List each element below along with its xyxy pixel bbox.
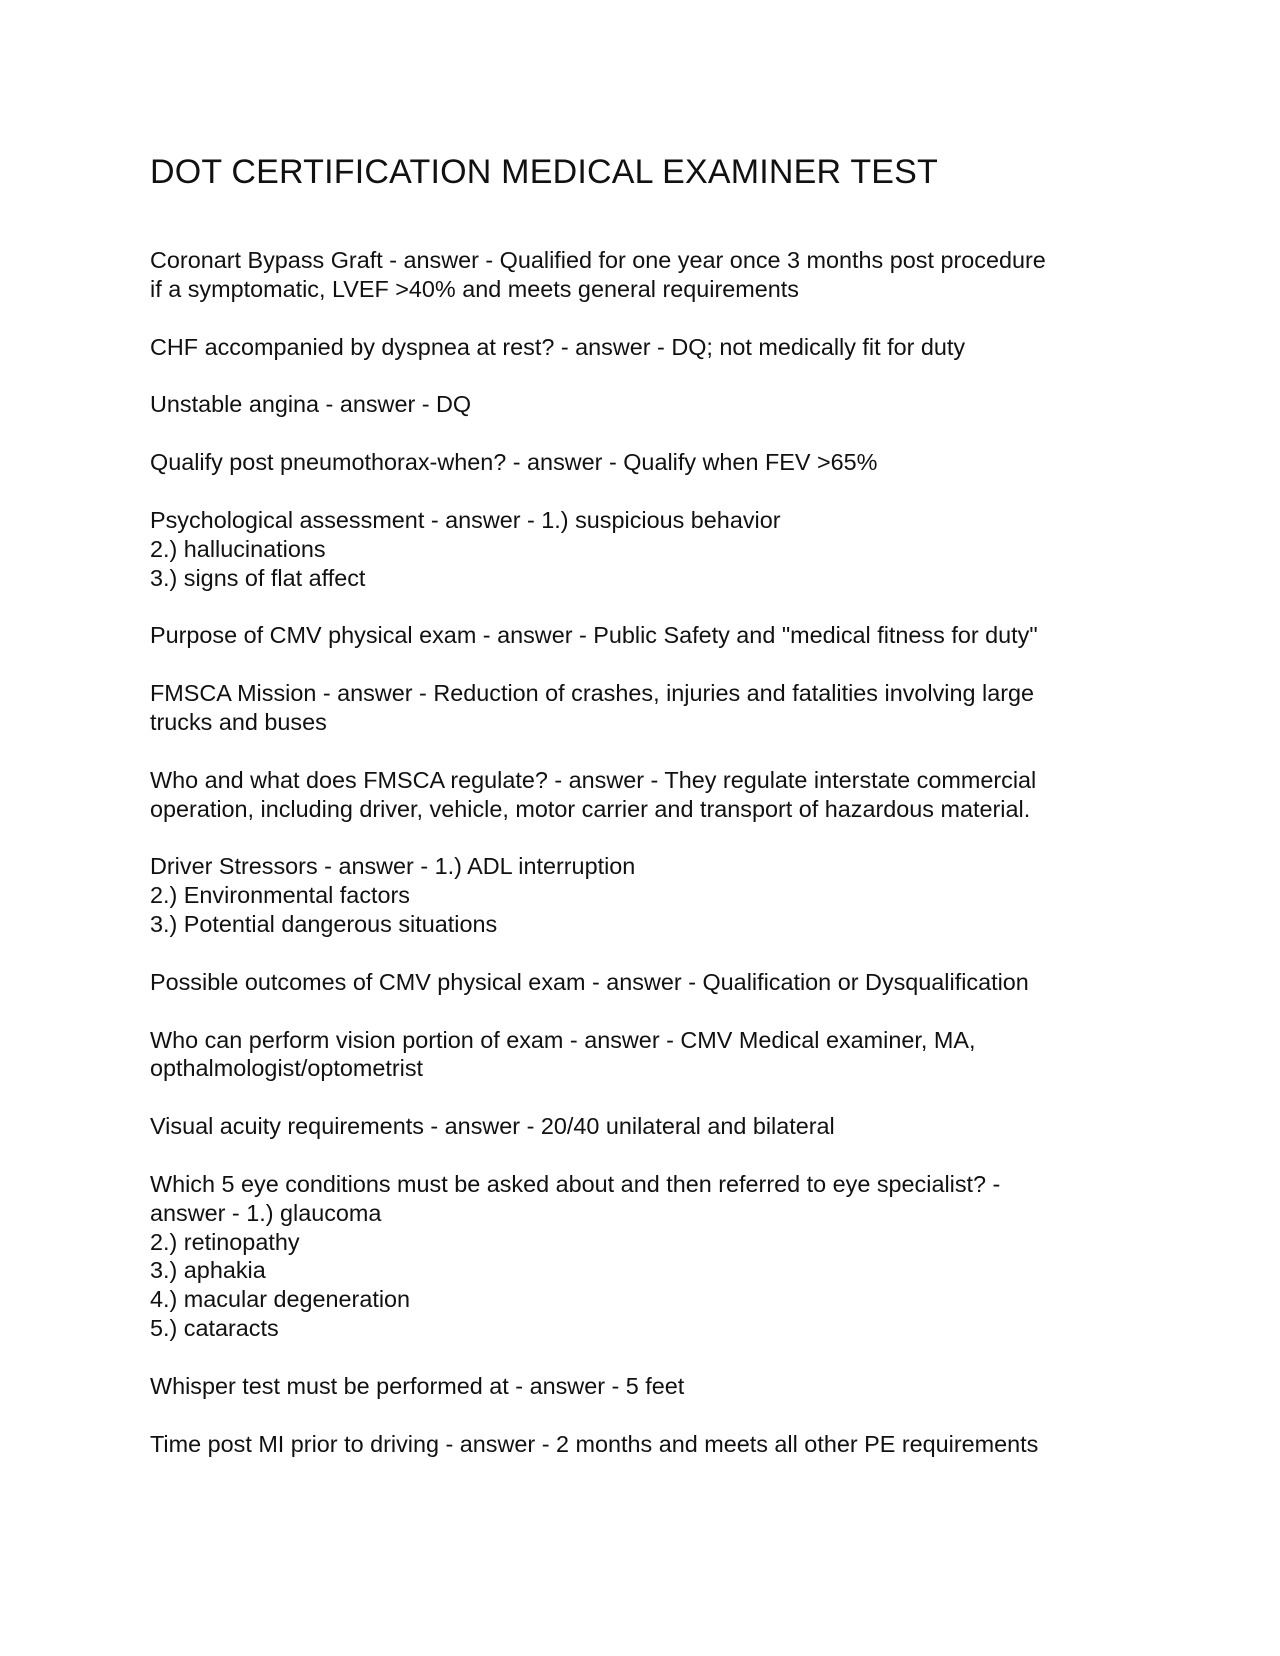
qa-line: Who can perform vision portion of exam - answer - CMV Medical examiner, MA, [150,1026,976,1053]
qa-item [150,621,1140,650]
page-title: DOT CERTIFICATION MEDICAL EXAMINER TEST [150,153,939,191]
qa-item [150,1372,1140,1401]
qa-line: Purpose of CMV physical exam - answer - Public Safety and "medical fitness for duty" [150,622,1038,649]
qa-item [150,390,1140,419]
qa-line: Which 5 eye conditions must be asked about and then referred to eye specialist? - [150,1170,1001,1197]
qa-line: 3.) aphakia [150,1257,266,1284]
qa-line: 2.) Environmental factors [150,882,411,909]
qa-line: Possible outcomes of CMV physical exam - answer - Qualification or Dysqualification [150,968,1029,995]
qa-line: Qualify post pneumothorax-when? - answer - Qualify when FEV >65% [150,449,878,476]
qa-line: Whisper test must be performed at - answer - 5 feet [150,1372,685,1399]
qa-item [150,448,1140,477]
qa-line: operation, including driver, vehicle, motor carrier and transport of hazardous material. [150,795,1031,822]
qa-line: Coronart Bypass Graft - answer - Qualified for one year once 3 months post procedure [150,247,1046,273]
qa-line: CHF accompanied by dyspnea at rest? - answer - DQ; not medically fit for duty [150,333,966,360]
qa-item [150,1026,1140,1084]
qa-item [150,852,1140,938]
qa-line: 3.) signs of flat affect [150,564,366,591]
qa-list [150,246,1140,1458]
qa-item [150,1430,1140,1459]
qa-line: answer - 1.) glaucoma [150,1199,382,1226]
qa-line: Time post MI prior to driving - answer - 2 months and meets all other PE requirements [150,1430,1039,1457]
qa-line: Unstable angina - answer - DQ [150,391,472,418]
qa-line: Psychological assessment - answer - 1.) suspicious behavior [150,506,781,533]
qa-line: Who and what does FMSCA regulate? - answer - They regulate interstate commercial [150,766,1037,793]
qa-line: 3.) Potential dangerous situations [150,910,498,937]
qa-line: FMSCA Mission - answer - Reduction of crashes, injuries and fatalities involving large [150,680,1035,707]
qa-line: Visual acuity requirements - answer - 20/40 unilateral and bilateral [150,1113,835,1140]
qa-item [150,968,1140,997]
qa-line: Driver Stressors - answer - 1.) ADL interruption [150,853,636,880]
qa-line: if a symptomatic, LVEF >40% and meets general requirements [150,275,799,302]
qa-line: 5.) cataracts [150,1314,279,1341]
qa-item [150,1112,1140,1141]
qa-item [150,333,1140,362]
qa-line: 4.) macular degeneration [150,1286,411,1313]
qa-item [150,506,1140,592]
document-page [150,150,1140,1487]
qa-item [150,766,1140,824]
qa-item [150,246,1140,304]
qa-line: 2.) retinopathy [150,1228,300,1255]
qa-item [150,679,1140,737]
qa-line: 2.) hallucinations [150,535,326,562]
qa-line: opthalmologist/optometrist [150,1055,424,1082]
qa-line: trucks and buses [150,708,327,735]
qa-item [150,1170,1140,1343]
